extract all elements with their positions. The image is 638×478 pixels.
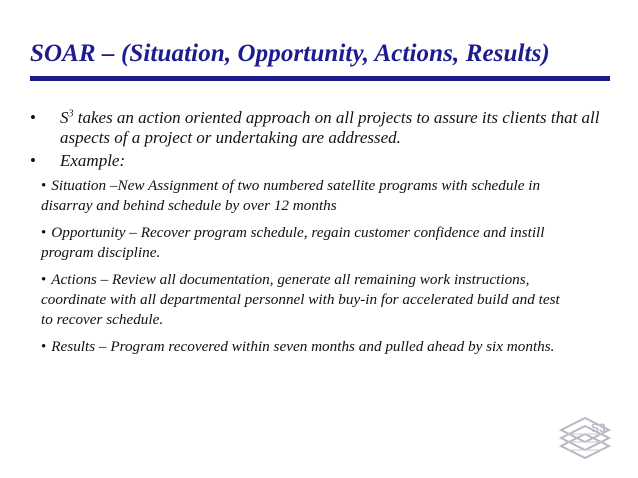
logo-mark: S3: [591, 421, 606, 435]
bullet-superscript: 3: [68, 108, 74, 120]
sub-bullet-opportunity: [41, 223, 571, 263]
s3-logo-icon: [555, 410, 615, 466]
sub-bullet-marker: •: [41, 272, 47, 288]
sub-bullet-marker: •: [41, 178, 47, 194]
sub-bullet-marker: •: [41, 339, 47, 355]
bullet-text: takes an action oriented approach on all projects to assure its clients that all aspects of a project or undertaking are addressed.: [60, 108, 600, 147]
bullet-prefix: S: [60, 108, 69, 127]
sub-bullet-text: Opportunity – Recover program schedule, regain customer confidence and instill program discipline.: [41, 224, 545, 261]
bullet-example: [30, 151, 610, 357]
sub-bullet-text: Situation –New Assignment of two numbered satellite programs with schedule in disarray and behind schedule by over 12 months: [41, 177, 541, 214]
sub-bullet-actions: [41, 270, 571, 330]
bullet-marker: •: [30, 151, 36, 170]
bullet-marker: •: [30, 108, 36, 127]
sub-bullet-text: Actions – Review all documentation, generate all remaining work instructions, coordinate with all departmental personnel with buy-in for accelerated build and test to recover schedule.: [41, 271, 560, 328]
sub-bullet-text: Results – Program recovered within seven months and pulled ahead by six months.: [51, 338, 555, 355]
title-underline: [30, 76, 610, 81]
bullet-text: Example:: [60, 151, 126, 170]
bullet-s3-approach: [30, 108, 610, 148]
example-sublist: [41, 176, 610, 357]
sub-bullet-results: [41, 337, 571, 357]
sub-bullet-situation: [41, 176, 571, 216]
sub-bullet-marker: •: [41, 225, 47, 241]
slide-title: SOAR – (Situation, Opportunity, Actions, Results): [30, 40, 550, 67]
bullet-list: [30, 108, 610, 364]
